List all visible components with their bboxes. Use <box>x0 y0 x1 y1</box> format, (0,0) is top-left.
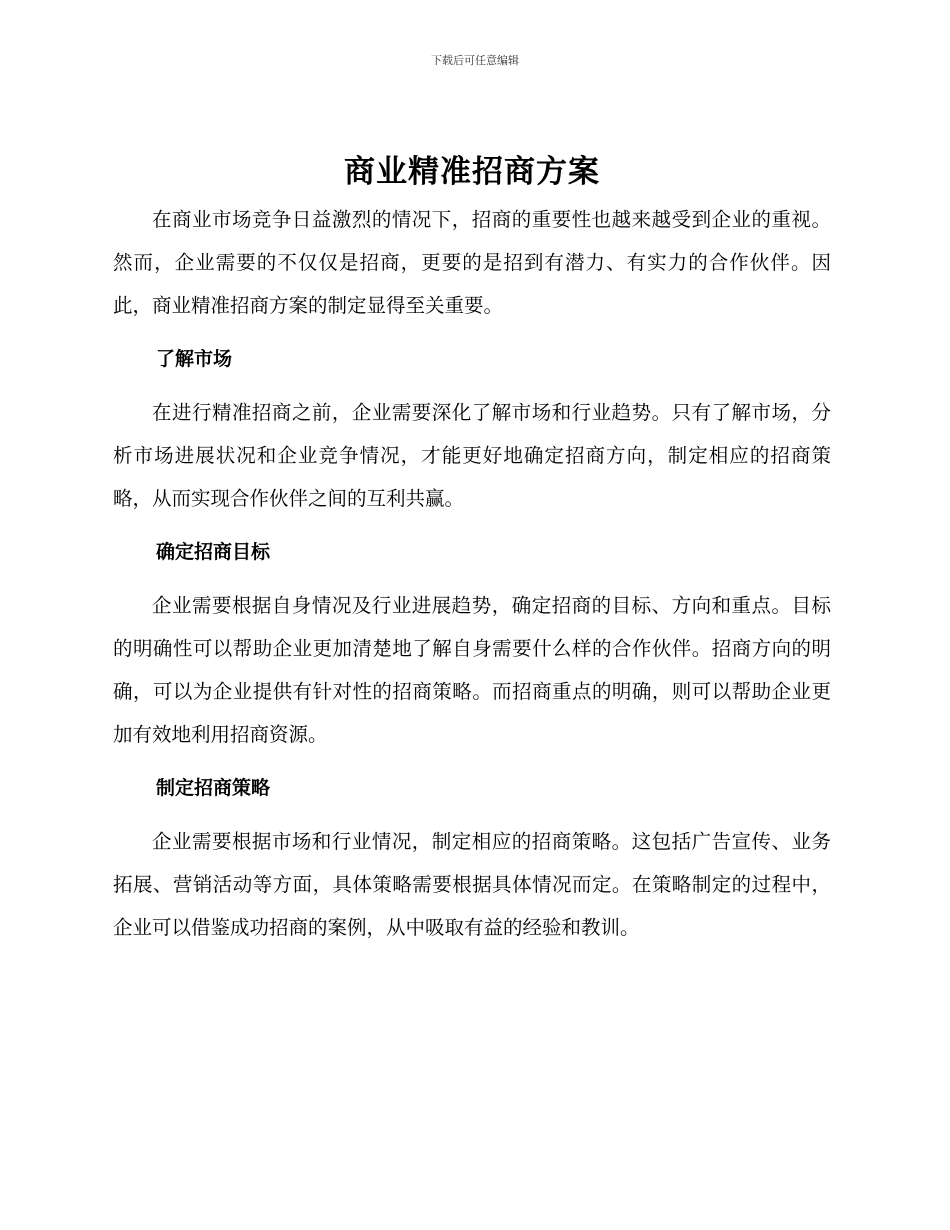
section-body-goals: 企业需要根据自身情况及行业进展趋势，确定招商的目标、方向和重点。目标的明确性可以帮助企业更加清楚地了解自身需要什么样的合作伙伴。招商方向的明确，可以为企业提供有针对性的招商策略。而招商重点的明确，则可以帮助企业更加有效地利用招商资源。 <box>113 594 831 746</box>
section-heading-market: 了解市场 <box>156 348 233 370</box>
intro-paragraph: 在商业市场竞争日益激烈的情况下，招商的重要性也越来越受到企业的重视。然而，企业需要的不仅仅是招商，更要的是招到有潜力、有实力的合作伙伴。因此，商业精准招商方案的制定显得至关重要。 <box>113 208 831 317</box>
header-note: 下载后可任意编辑 <box>431 54 519 67</box>
section-heading-strategy: 制定招商策略 <box>156 777 271 799</box>
document-body <box>113 150 831 949</box>
section-body-market: 在进行精准招商之前，企业需要深化了解市场和行业趋势。只有了解市场，分析市场进展状况和企业竞争情况，才能更好地确定招商方向，制定相应的招商策略，从而实现合作伙伴之间的互利共赢。 <box>113 401 831 510</box>
section-body-strategy: 企业需要根据市场和行业情况，制定相应的招商策略。这包括广告宣传、业务拓展、营销活动等方面，具体策略需要根据具体情况而定。在策略制定的过程中，企业可以借鉴成功招商的案例，从中吸取有益的经验和教训。 <box>113 830 831 939</box>
document-title: 商业精准招商方案 <box>344 154 600 190</box>
section-heading-goals: 确定招商目标 <box>156 541 271 563</box>
